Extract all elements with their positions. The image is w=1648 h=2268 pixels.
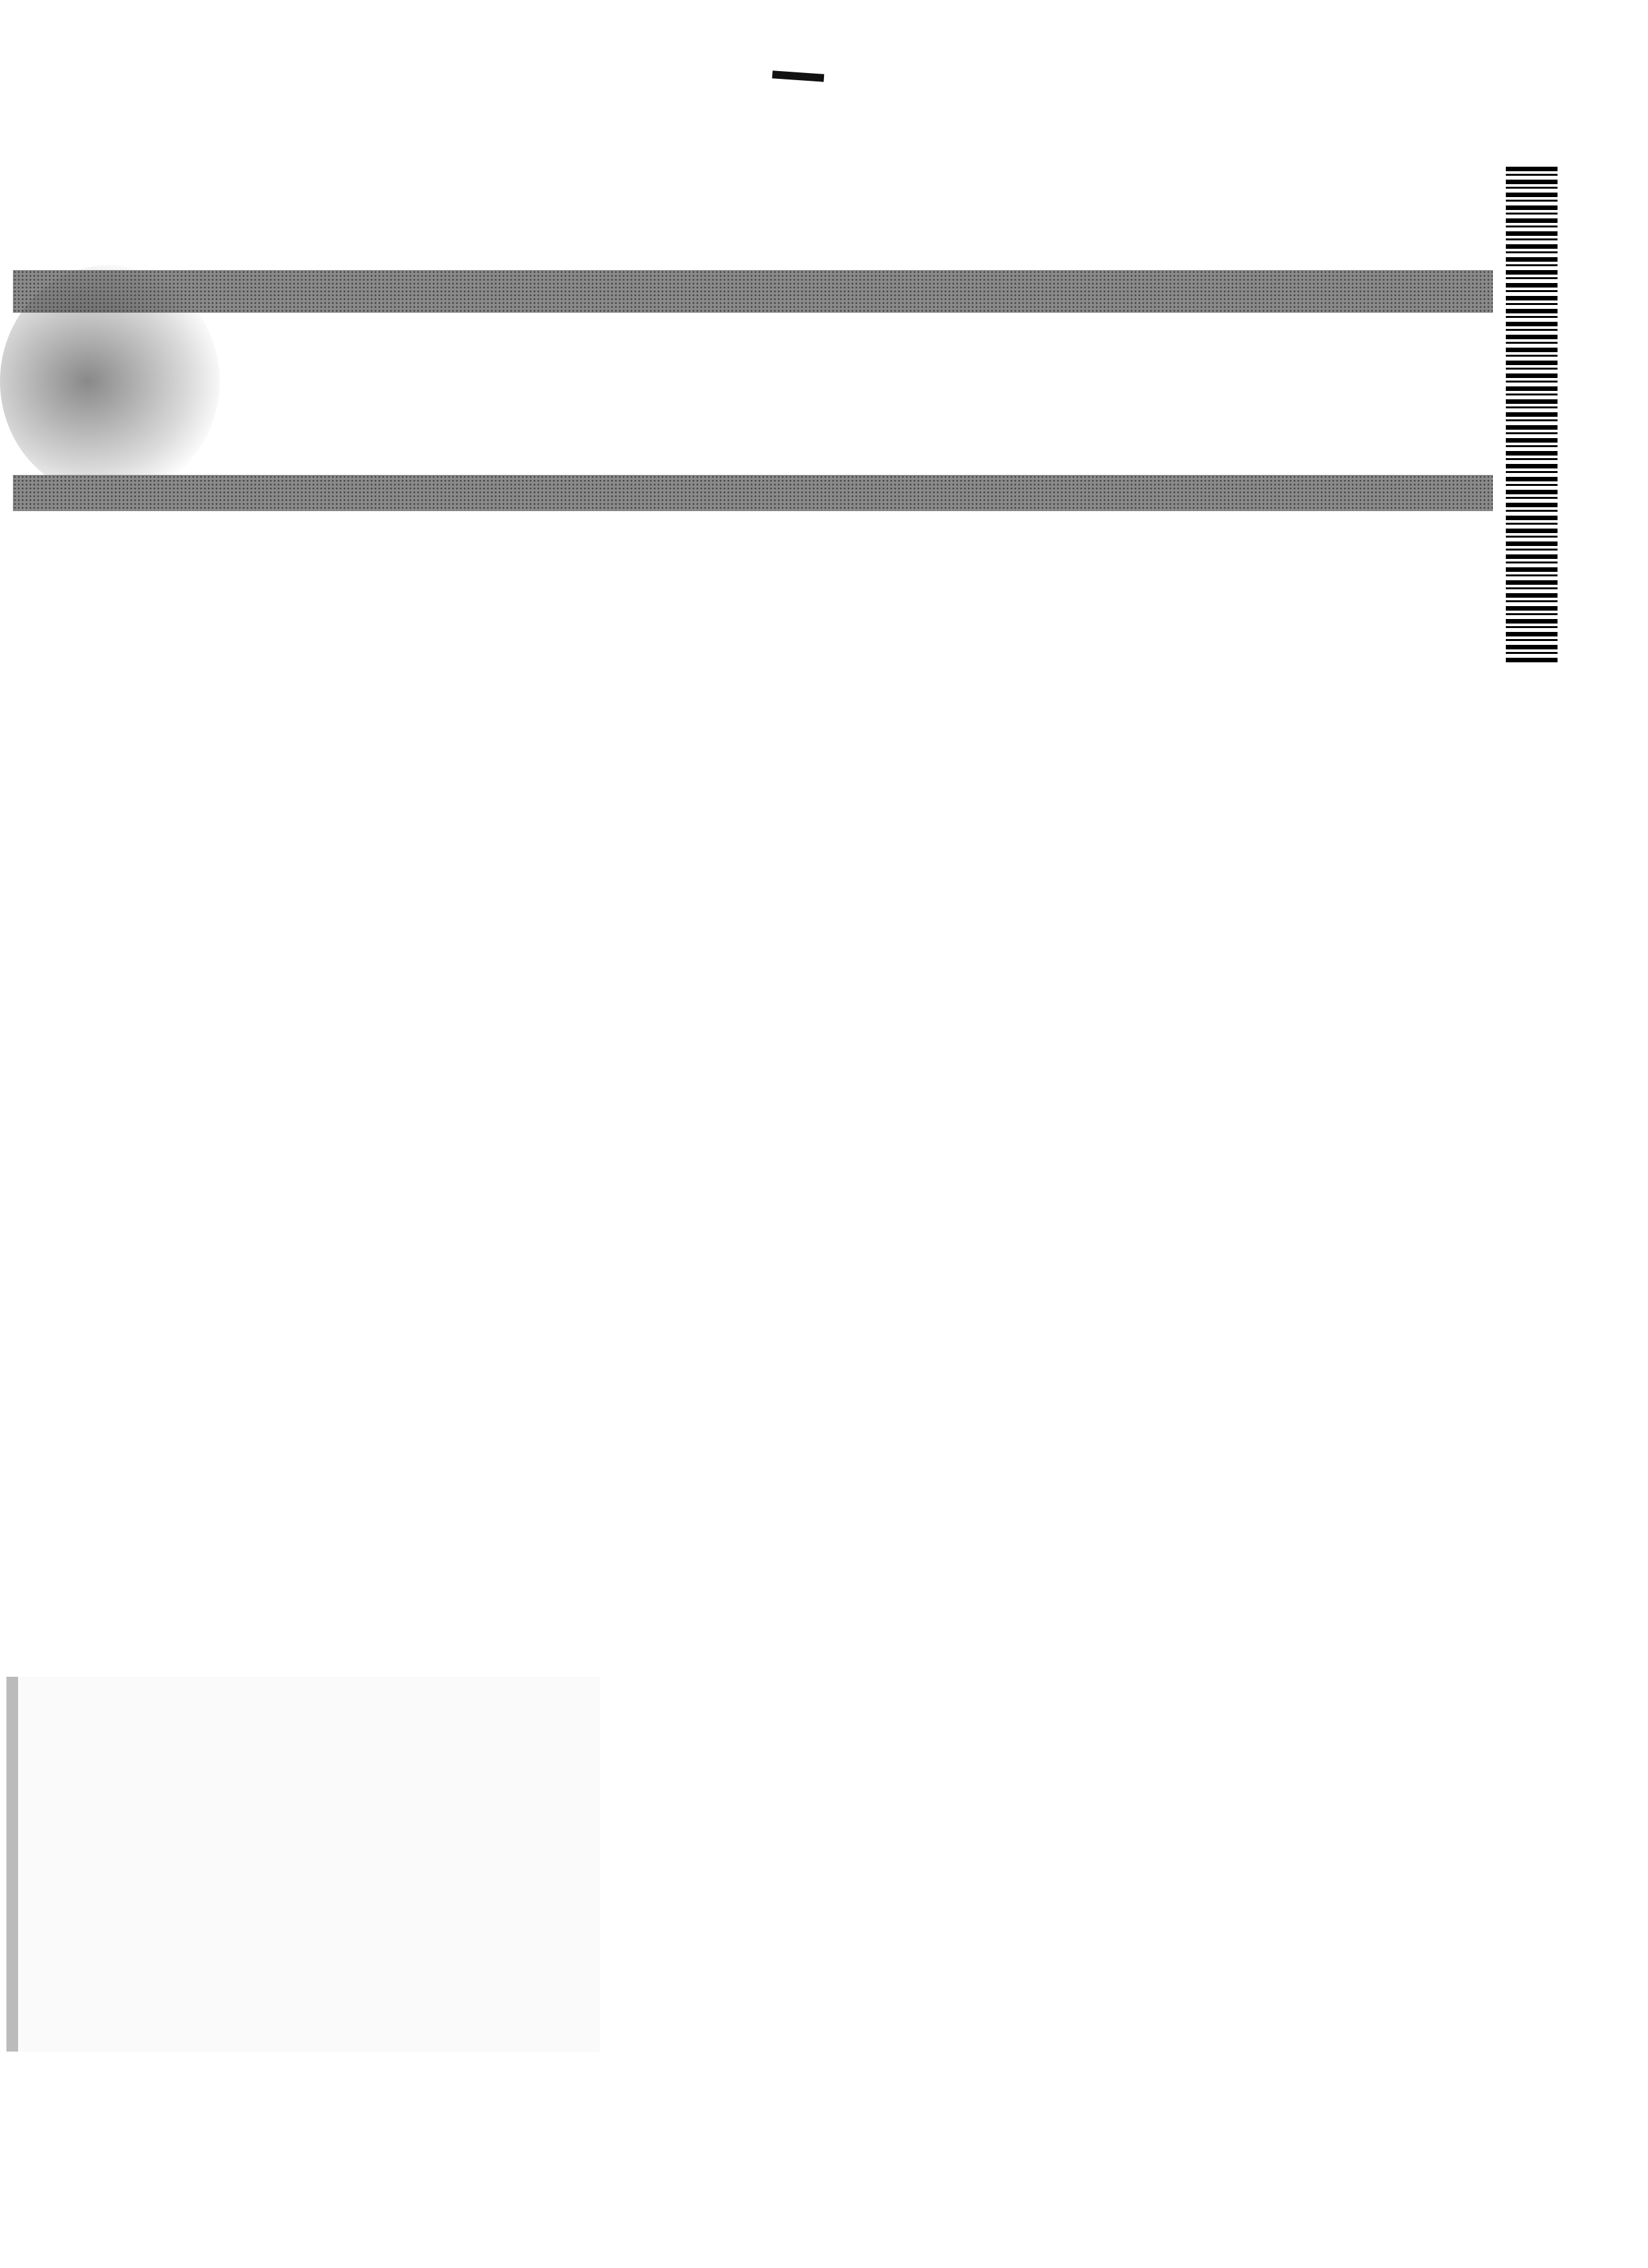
section-band-detail <box>13 475 1493 511</box>
scan-mark <box>772 70 825 82</box>
section-band-total <box>13 270 1493 313</box>
redacted-area <box>6 1677 600 2052</box>
ink-smudge <box>0 265 220 498</box>
barcode <box>1506 167 1558 664</box>
